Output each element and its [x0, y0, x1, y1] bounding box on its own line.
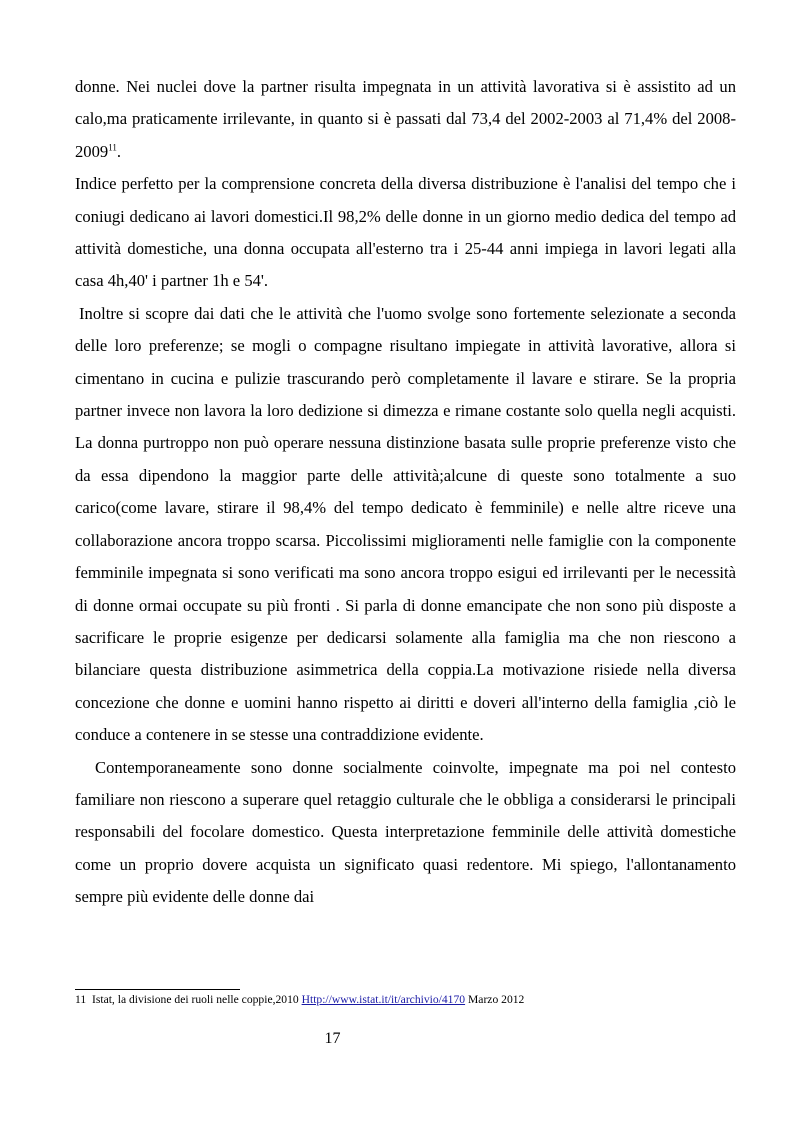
- footnote: [75, 993, 736, 1007]
- paragraph-1: [75, 71, 736, 168]
- footnote-number: 11: [75, 993, 87, 1006]
- paragraph-1-end: .: [116, 141, 122, 161]
- body-text: [75, 71, 736, 914]
- paragraph-1-text: donne. Nei nuclei dove la partner risulta impegnata in un attività lavorativa si è assistito ad un calo,ma praticamente irrilevante, in quanto si è passati dal 73,4 del 2002-2003 al 71,4% del 2008-2009: [75, 77, 736, 161]
- paragraph-2: Indice perfetto per la comprensione concreta della diversa distribuzione è l'analisi del tempo che i coniugi dedicano ai lavori domestici.Il 98,2% delle donne in un giorno medio dedica del tempo ad attività domestiche, una donna occupata all'esterno tra i 25-44 anni impiega in lavori legati alla casa 4h,40' i partner 1h e 54'.: [75, 174, 736, 291]
- footnote-date: Marzo 2012: [467, 993, 525, 1006]
- footnote-reference[interactable]: 11: [108, 142, 117, 153]
- paragraph-3: Inoltre si scopre dai dati che le attività che l'uomo svolge sono fortemente selezionate a seconda delle loro preferenze; se mogli o compagne risultano impiegate in attività lavorative, allora si cimentano in cucina e pulizie trascurando però completamente il lavare e stirare. Se la propria partner invece non lavora la loro dedizione si dimezza e rimane costante solo quella negli acquisti. La donna purtroppo non può operare nessuna distinzione basata sulle proprie preferenze visto che da essa dipendono la maggior parte delle attività;alcune di queste sono totalmente a suo carico(come lavare, stirare il 98,4% del tempo dedicato è femminile) e nelle altre riceve una collaborazione ancora troppo scarsa. Piccolissimi miglioramenti nelle famiglie con la componente femminile impegnata si sono verificati ma sono ancora troppo esigui ed irrilevanti per le necessità di donne ormai occupate su più fronti . Si parla di donne emancipate che non sono più disposte a sacrificare le proprie esigenze per dedicarsi solamente alla famiglia ma che non riescono a bilanciare questa distribuzione asimmetrica della coppia.La motivazione risiede nella diversa concezione che donne e uomini hanno rispetto ai diritti e doveri all'interno della famiglia ,ciò le conduce a contenere in se stesse una contraddizione evidente.: [75, 303, 736, 745]
- footnote-separator: [75, 989, 240, 990]
- paragraph-4: Contemporaneamente sono donne socialmente coinvolte, impegnate ma poi nel contesto familiare non riescono a superare quel retaggio culturale che le obbliga a considerarsi le principali responsabili del focolare domestico. Questa interpretazione femminile delle attività domestiche come un proprio dovere acquista un significato quasi redentore. Mi spiego, l'allontanamento sempre più evidente delle donne dai: [75, 757, 736, 907]
- footnote-text: Istat, la divisione dei ruoli nelle coppie,2010: [91, 993, 299, 1006]
- page-number: 17: [324, 1030, 341, 1047]
- footnote-link[interactable]: Http://www.istat.it/it/archivio/4170: [301, 993, 466, 1006]
